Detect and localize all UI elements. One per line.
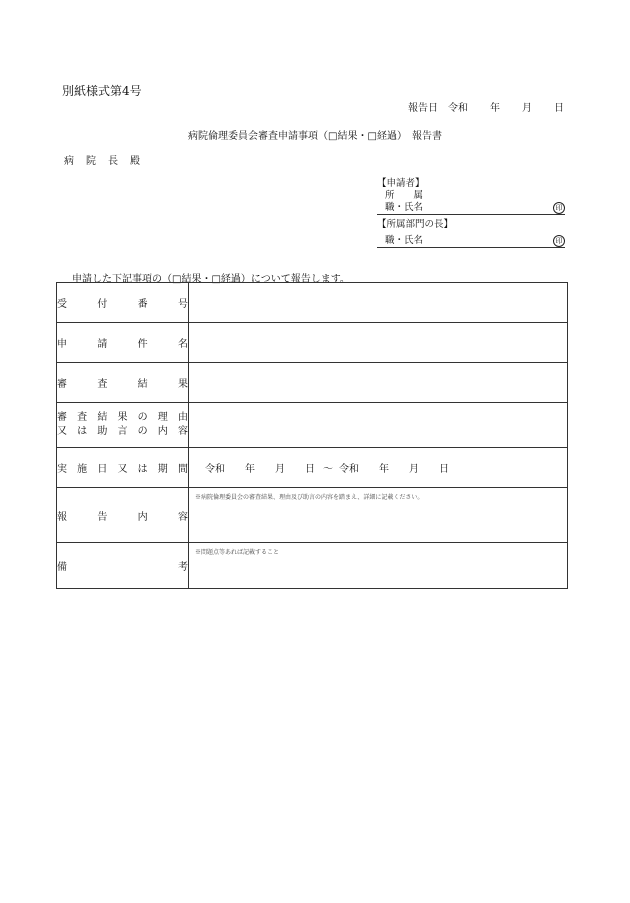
label-char: 請	[97, 339, 108, 350]
period-end-era: 令和	[339, 464, 359, 475]
table-row	[57, 323, 568, 363]
table-row	[57, 283, 568, 323]
applicant-affiliation-label: 所 属	[385, 190, 424, 201]
label-char: 助	[97, 426, 108, 437]
applicant-header: 【申請者】	[377, 178, 425, 189]
report-date-era: 令和	[448, 103, 468, 114]
label-char: 付	[97, 299, 108, 310]
period-tilde: 〜	[323, 464, 333, 475]
label-char: 又	[117, 464, 128, 475]
label-char: の	[137, 426, 148, 437]
label-char: の	[137, 412, 148, 423]
label-char: 内	[137, 511, 148, 523]
label-char: 実	[57, 464, 67, 475]
label-char: 施	[77, 464, 88, 475]
label-char: は	[137, 464, 148, 475]
row-label-text	[57, 411, 188, 425]
label-char: 査	[97, 379, 108, 390]
applicant-seal-icon: 印	[553, 202, 565, 214]
department-head-seal-icon: 印	[553, 235, 565, 247]
remarks-note: ※問題点等あれば記載すること	[195, 549, 280, 556]
label-char: 番	[137, 299, 148, 310]
label-char: 言	[117, 426, 128, 437]
table-row	[57, 488, 568, 543]
report-content-note: ※病院倫理委員会の審査結果、理由及び助言の内容を踏まえ、詳細に記載ください。	[195, 494, 424, 501]
label-char: 告	[97, 511, 108, 523]
applicant-affiliation-row[interactable]	[377, 190, 565, 202]
form-number: 別紙様式第4号	[62, 84, 142, 98]
report-date-label: 報告日	[408, 103, 438, 114]
report-content-label	[57, 488, 189, 543]
label-char: 結	[137, 379, 148, 390]
row-label-text	[57, 425, 188, 439]
table-row	[57, 448, 568, 488]
applicant-block	[377, 178, 565, 248]
label-char: 申	[57, 339, 67, 350]
label-char: 又	[57, 426, 67, 437]
review-result-field[interactable]	[189, 363, 568, 403]
department-head-name-row[interactable]	[377, 235, 565, 248]
row-label-text	[57, 295, 188, 310]
label-char: 期	[157, 464, 168, 475]
label-char: 結	[97, 412, 108, 423]
addressee: 病院長殿	[64, 156, 152, 167]
period-end-year: 年	[379, 464, 389, 475]
label-char: 内	[157, 426, 168, 437]
period-end-month: 月	[409, 464, 419, 475]
receipt-number-field[interactable]	[189, 283, 568, 323]
period-field[interactable]	[189, 448, 568, 488]
document-title: 病院倫理委員会審査申請事項（□結果・□経過） 報告書	[188, 131, 442, 142]
label-char: 容	[177, 426, 188, 437]
label-char: 名	[177, 339, 188, 350]
reason-label	[57, 403, 189, 448]
label-char: 号	[177, 299, 188, 310]
report-date-year: 年	[490, 103, 500, 114]
label-char: 審	[57, 379, 67, 390]
remarks-label	[57, 543, 189, 589]
label-char: 由	[177, 412, 188, 423]
period-label	[57, 448, 189, 488]
label-char: 受	[57, 299, 67, 310]
applicant-name-label: 職・氏名	[385, 202, 424, 213]
label-char: 間	[177, 464, 188, 475]
period-start-year: 年	[245, 464, 255, 475]
label-char: は	[77, 426, 88, 437]
row-label-text	[57, 375, 188, 390]
label-char: 審	[57, 412, 67, 423]
label-char: 容	[177, 511, 188, 523]
receipt-number-label	[57, 283, 189, 323]
table-row	[57, 363, 568, 403]
table-row	[57, 403, 568, 448]
review-result-label	[57, 363, 189, 403]
period-start-era: 令和	[205, 464, 225, 475]
period-start-month: 月	[275, 464, 285, 475]
label-char: 件	[137, 339, 148, 350]
report-date-month: 月	[522, 103, 532, 114]
label-char: 査	[77, 412, 88, 423]
label-char: 日	[97, 464, 108, 475]
application-title-label	[57, 323, 189, 363]
table-row	[57, 543, 568, 589]
department-head-name-label: 職・氏名	[385, 235, 424, 246]
label-char: 理	[157, 412, 168, 423]
report-date-day: 日	[554, 103, 564, 114]
row-label-text	[57, 335, 188, 350]
intro-text: 申請した下記事項の（□結果・□経過）について報告します。	[72, 274, 350, 285]
report-content-field[interactable]	[189, 488, 568, 543]
row-label-text	[57, 460, 188, 475]
applicant-name-row[interactable]	[377, 202, 565, 215]
label-char: 報	[57, 511, 67, 523]
report-table	[56, 282, 568, 589]
period-start-day: 日	[305, 464, 315, 475]
report-date	[408, 99, 564, 114]
reason-field[interactable]	[189, 403, 568, 448]
label-char: 果	[177, 379, 188, 390]
label-char: 備	[57, 562, 67, 573]
row-label-text	[57, 508, 188, 523]
application-title-field[interactable]	[189, 323, 568, 363]
department-head-header: 【所属部門の長】	[377, 219, 454, 230]
row-label-text	[57, 558, 188, 573]
period-end-day: 日	[439, 464, 449, 475]
remarks-field[interactable]	[189, 543, 568, 589]
label-char: 考	[178, 562, 188, 573]
label-char: 果	[117, 412, 128, 423]
